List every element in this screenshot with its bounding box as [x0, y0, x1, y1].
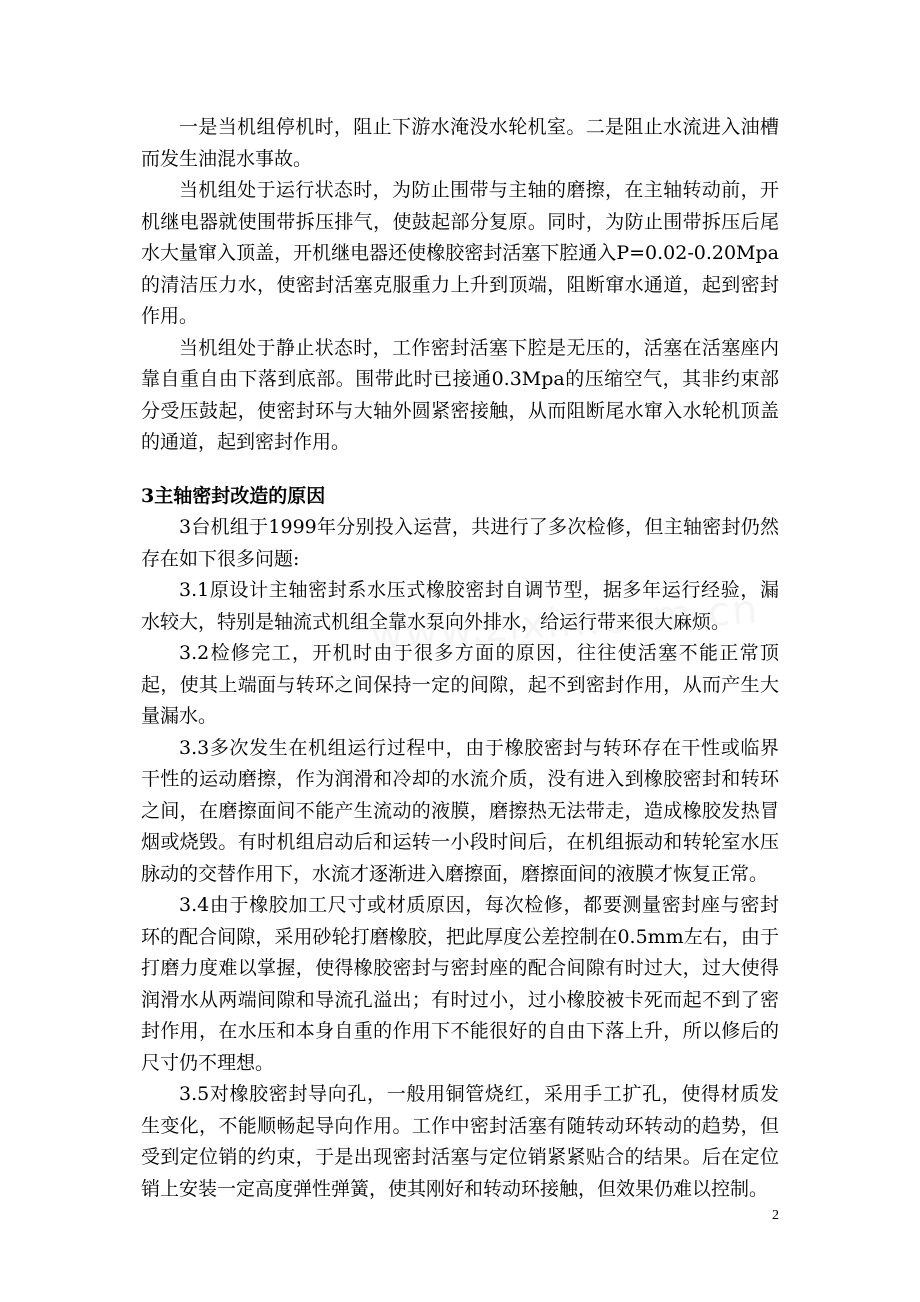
paragraph-3-5: 3.5对橡胶密封导向孔，一般用铜管烧红，采用手工扩孔，使得材质发生变化，不能顺畅起导向作用。工作中密封活塞有随转动环转动的趋势，但受到定位销的约束，于是出现密封活塞与定位销紧紧贴合的结果。后在定位销上安装一定高度弹性弹簧，使其刚好和转动环接触，但效果仍难以控制。: [141, 1083, 779, 1200]
paragraph-3-2: 3.2检修完工，开机时由于很多方面的原因，往往使活塞不能正常顶起，使其上端面与转环之间保持一定的间隙，起不到密封作用，从而产生大量漏水。: [141, 642, 779, 727]
page-number: 2: [772, 1208, 779, 1223]
paragraph-section-intro: 3台机组于1999年分别投入运营，共进行了多次检修，但主轴密封仍然存在如下很多问题:: [141, 516, 779, 570]
paragraph-3-4: 3.4由于橡胶加工尺寸或材质原因，每次检修，都要测量密封座与密封环的配合间隙，采用砂轮打磨橡胶，把此厚度公差控制在0.5mm左右，由于打磨力度难以掌握，使得橡胶密封与密封座的配合间隙有时过大，过大使得润滑水从两端间隙和导流孔溢出；有时过小，过小橡胶被卡死而起不到了密封作用，在水压和本身自重的作用下不能很好的自由下落上升，所以修后的尺寸仍不理想。: [141, 894, 779, 1074]
paragraph-intro-1: 一是当机组停机时，阻止下游水淹没水轮机室。二是阻止水流进入油槽而发生油混水事故。: [141, 116, 779, 170]
paragraph-intro-3: 当机组处于静止状态时，工作密封活塞下腔是无压的，活塞在活塞座内靠自重自由下落到底部。围带此时已接通0.3Mpa的压缩空气，其非约束部分受压鼓起，使密封环与大轴外圆紧密接触，从而阻断尾水窜入水轮机顶盖的通道，起到密封作用。: [141, 336, 779, 453]
paragraph-3-3: 3.3多次发生在机组运行过程中，由于橡胶密封与转环存在干性或临界干性的运动磨擦，作为润滑和冷却的水流介质，没有进入到橡胶密封和转环之间，在磨擦面间不能产生流动的液膜，磨擦热无法带走，造成橡胶发热冒烟或烧毁。有时机组启动后和运转一小段时间后，在机组振动和转轮室水压脉动的交替作用下，水流才逐渐进入磨擦面，磨擦面间的液膜才恢复正常。: [141, 736, 779, 885]
paragraph-intro-2: 当机组处于运行状态时，为防止围带与主轴的磨擦，在主轴转动前，开机继电器就使围带拆压排气，使鼓起部分复原。同时，为防止围带拆压后尾水大量窜入顶盖，开机继电器还使橡胶密封活塞下腔通入P=0.02-0.20Mpa的清洁压力水，使密封活塞克服重力上升到顶端，阻断窜水通道，起到密封作用。: [141, 179, 779, 327]
section-heading: 3主轴密封改造的原因: [141, 484, 326, 507]
paragraph-3-1: 3.1原设计主轴密封系水压式橡胶密封自调节型，据多年运行经验，漏水较大，特别是轴流式机组全靠水泵向外排水，给运行带来很大麻烦。: [141, 579, 779, 633]
page-content: [141, 112, 779, 1205]
